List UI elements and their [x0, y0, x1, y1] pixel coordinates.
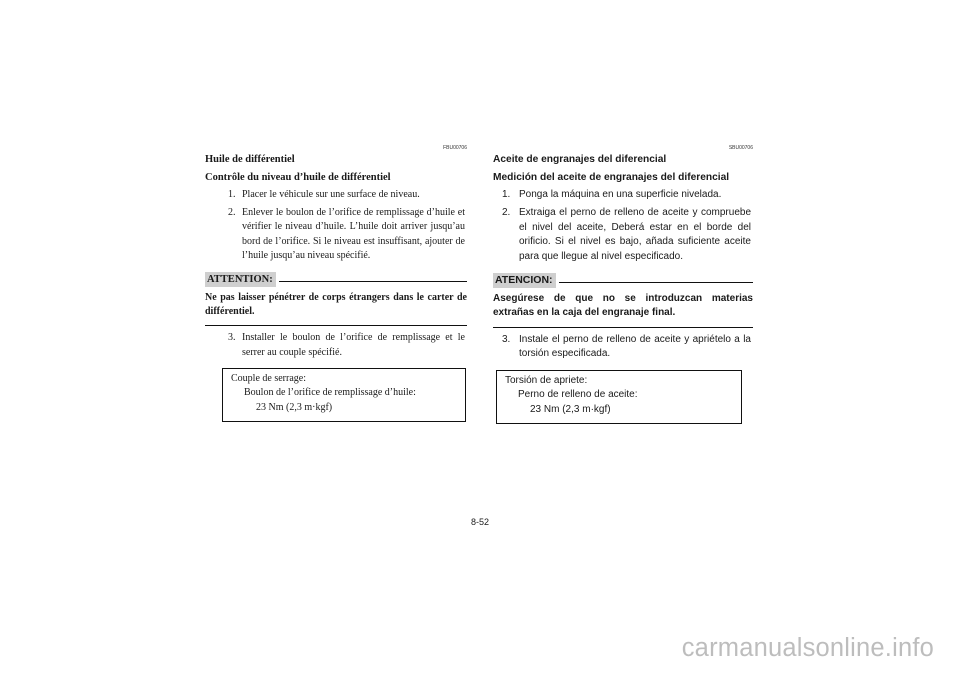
step-number: 3.: [502, 333, 511, 345]
warning-rule: [559, 282, 753, 283]
section-title: Aceite de engranajes del diferencial: [493, 154, 667, 165]
step-item: [493, 206, 753, 264]
section-subtitle: Contrôle du niveau d’huile de différentiel: [205, 172, 391, 183]
warning-header: [205, 272, 467, 287]
step-number: 2.: [502, 207, 511, 219]
step-list: [205, 331, 467, 359]
step-item: [205, 331, 467, 359]
spec-heading: Couple de serrage:: [231, 372, 306, 384]
spec-box: [222, 368, 466, 423]
step-text: Extraiga el perno de relleno de aceite y compruebe el nivel del aceite, Deberá estar en el borde del orificio. Si el nivel es bajo, añada suficiente aceite para que llegue al nivel especificado.: [519, 207, 751, 262]
warning-header: [493, 273, 753, 288]
step-number: 3.: [228, 332, 236, 344]
section-code: FBU00706: [443, 145, 467, 151]
page-number: 8-52: [470, 517, 489, 527]
warning-text: Ne pas laisser pénétrer de corps étrangers dans le carter de différentiel.: [205, 291, 467, 326]
step-text: Enlever le boulon de l’orifice de remplissage d’huile et vérifier le niveau d’huile. L’huile doit arriver jusqu’au bord de l’orifice. Si le niveau est insuffisant, ajouter de l’huile jusqu’au niveau spécifié.: [242, 207, 465, 261]
section-title: Huile de différentiel: [205, 154, 295, 165]
step-item: [205, 188, 467, 202]
step-item: [205, 206, 467, 263]
watermark-text: carmanualsonline.info: [681, 634, 934, 662]
step-number: 1.: [228, 189, 236, 200]
warning-text: Asegúrese de que no se introduzcan materias extrañas en la caja del engranaje final.: [493, 292, 753, 328]
step-list: [493, 188, 753, 264]
section-subtitle: Medición del aceite de engranajes del diferencial: [493, 172, 730, 183]
spec-item: Boulon de l’orifice de remplissage d’huile:: [244, 387, 416, 399]
french-column: [205, 145, 467, 422]
step-text: Instale el perno de relleno de aceite y apriételo a la torsión especificada.: [519, 333, 751, 360]
warning-block: [493, 273, 753, 328]
step-list: [493, 333, 753, 362]
step-list: [205, 188, 467, 263]
section-code: SBU00706: [728, 145, 753, 151]
spanish-column: [493, 145, 753, 424]
warning-label: ATENCION:: [493, 273, 556, 288]
spec-box: [496, 370, 742, 425]
step-number: 2.: [228, 207, 236, 219]
step-text: Placer le véhicule sur une surface de niveau.: [242, 189, 420, 200]
spec-item: Perno de relleno de aceite:: [518, 389, 638, 401]
spec-value: 23 Nm (2,3 m·kgf): [256, 401, 333, 413]
warning-label: ATTENTION:: [205, 272, 276, 287]
step-number: 1.: [502, 189, 511, 200]
step-text: Ponga la máquina en una superficie nivelada.: [519, 189, 722, 200]
step-item: [493, 333, 753, 362]
warning-rule: [279, 281, 467, 282]
step-item: [493, 188, 753, 202]
step-text: Installer le boulon de l’orifice de remplissage et le serrer au couple spécifié.: [242, 332, 465, 358]
spec-heading: Torsión de apriete:: [505, 374, 588, 386]
spec-value: 23 Nm (2,3 m·kgf): [530, 403, 611, 415]
warning-block: [205, 272, 467, 326]
